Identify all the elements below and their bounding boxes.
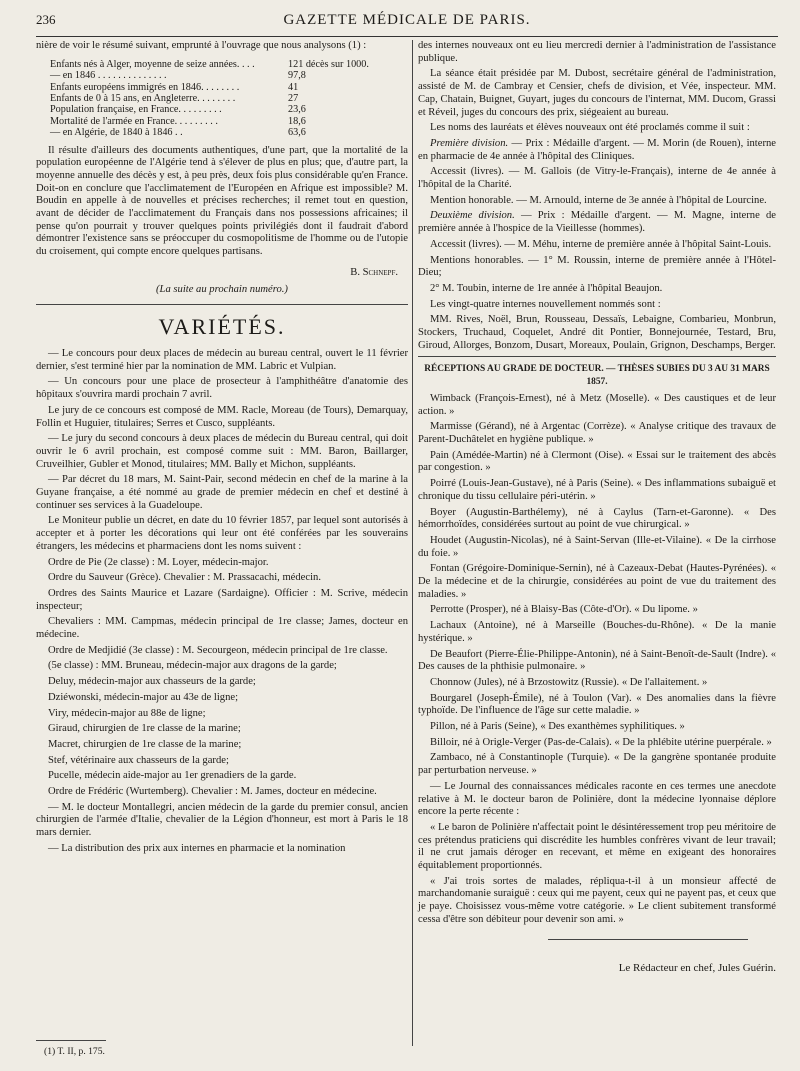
decoration-item: Ordre de Medjidié (3e classe) : M. Secourgeon, médecin principal de 1re classe. [48,644,388,656]
paragraph: des internes nouveaux ont eu lieu mercredi dernier à l'administration de l'assistance publique. [418,40,776,64]
footnote-rule [36,1040,106,1041]
thesis-item: Zambaco, né à Constantinople (Turquie). « De la gangrène spontanée produite par perturbation nerveuse. » [418,752,776,777]
paragraph: « J'ai trois sortes de malades, répliqua-t-il à un monsieur affecté de marchandomanie suraiguë : ceux qui me payent, ceux qui ne payent pas, et ceux que je paye. Choisissez vous-même votre catégorie. » Le client subitement transformé cessa d'être son débiteur pour devenir son ami. » [418,875,776,925]
table-row [50,59,373,70]
thesis-item: De Beaufort (Pierre-Élie-Philippe-Antonin), né à Saint-Benoît-de-Sault (Indre). « Des causes de la phthisie pulmonaire. » [418,648,776,673]
page-number: 236 [36,12,56,27]
decoration-item: Ordre de Frédéric (Wurtemberg). Chevalier : M. James, docteur en médecine. [48,786,377,798]
paragraph: « Le baron de Polinière n'affectait point le désintéressement trop peu méritoire de ces prétendus praticiens qui discrédite les humbles confrères vivant de leur travail; il ne crut jamais déroger en recevant, et même en exigeant des honoraires équitablement proportionnés. [418,821,776,872]
editor-signature: Le Rédacteur en chef, Jules Guérin. [618,961,776,974]
thesis-item: Pillon, né à Paris (Seine), « Des exanthèmes syphilitiques. » [430,721,685,733]
decorations-list [36,557,408,799]
paragraph: — Le Journal des connaissances médicales raconte en ces termes une anecdote relative à M. le docteur baron de Polinière, dont la médecine lyonnaise déplore encore la perte récente : [418,780,776,818]
thesis-item: Marmisse (Gérand), né à Argentac (Corrèze). « Analyse critique des travaux de Parent-Duchâtelet en hygiène publique. » [418,421,776,445]
table-row [50,104,373,115]
column-divider [412,40,413,1046]
paragraph: Les noms des lauréats et élèves nouveaux ont été proclamés comme il suit : [430,122,750,134]
stat-value: 27 [288,92,299,104]
theses-heading: RÉCEPTIONS AU GRADE DE DOCTEUR. — THÈSES SUBIES DU 3 AU 31 MARS 1857. [424,364,770,388]
thesis-item: Billoir, né à Origle-Verger (Pas-de-Calais). « De la phlébite utérine puerpérale. » [430,736,772,748]
header-rule [36,36,778,37]
stat-label: — en 1846 . . . . . . . . . . . . . . [50,70,167,82]
thesis-item: Chonnow (Jules), né à Brzostowitz (Russie). « De l'allaitement. » [430,676,708,688]
decoration-item: Viry, médecin-major au 88e de ligne; [48,707,206,719]
division-label: Première division. [430,137,509,149]
stat-label: Enfants nés à Alger, moyenne de seize années. . . . [50,58,255,70]
paragraph: 2° M. Toubin, interne de 1re année à l'hôpital Beaujon. [430,282,663,294]
table-row [50,93,373,104]
decoration-item: (5e classe) : MM. Bruneau, médecin-major aux dragons de la garde; [48,660,337,672]
decoration-item: Giraud, chirurgien de 1re classe de la marine; [48,723,241,735]
section-divider [36,304,408,305]
left-column [36,40,408,859]
thesis-item: Fontan (Grégoire-Dominique-Sernin), né à Cazeaux-Debat (Hautes-Pyrénées). « De la médecine et de la chirurgie, considérées au point de vue du traitement des maladies. » [418,563,776,600]
stat-label: Enfants de 0 à 15 ans, en Angleterre. . . . . . . . [50,92,236,104]
paragraph: MM. Rives, Noël, Brun, Rousseau, Dessaïs, Lebaigne, Combarieu, Monbrun, Stockers, Truchaud, Coquelet, André dit Pontier, Bonnejournée, Testard, Bru, Giroud, Allorges, Bonzom, Dusart, Moreaux, Poulain, Grignon, Deschamps, Berger. [418,314,776,351]
footnote: (1) T. II, p. 175. [44,1046,105,1057]
paragraph: — Le concours pour deux places de médecin au bureau central, ouvert le 11 février dernier, s'est terminé hier par la nomination de MM. Labric et Vulpian. [36,347,408,372]
paragraph: Accessit (livres). — M. Gallois (de Vitry-le-Français), interne de 4e année à l'hôpital de la Charité. [418,166,776,191]
paragraph [418,138,776,163]
decoration-item: Ordre de Pie (2e classe) : M. Loyer, médecin-major. [48,556,269,568]
thesis-item: Perrotte (Prosper), né à Blaisy-Bas (Côte-d'Or). « Du lipome. » [430,604,698,616]
page-header [36,10,778,34]
thesis-item: Lachaux (Antoine), né à Marseille (Bouches-du-Rhône). « De la manie hystérique. » [418,620,776,644]
intro-paragraph: nière de voir le résumé suivant, emprunté à l'ouvrage que nous analysons (1) : [36,40,367,51]
thesis-item: Bourgarel (Joseph-Émile), né à Toulon (Var). « Des anomalies dans la fièvre typhoïde. De l'influence de l'âge sur cette maladie. » [418,692,776,717]
journal-title: GAZETTE MÉDICALE DE PARIS. [283,12,531,28]
paragraph: Accessit (livres). — M. Méhu, interne de première année à l'hôpital Saint-Louis. [430,238,772,250]
decoration-item: Stef, vétérinaire aux chasseurs de la garde; [48,754,229,766]
decoration-item: Chevaliers : MM. Campmas, médecin principal de 1re classe; James, docteur en médecine. [36,616,408,641]
decoration-item: Ordres des Saints Maurice et Lazare (Sardaigne). Officier : M. Scrive, médecin inspecteur; [36,587,408,612]
paragraph: — M. le docteur Montallegri, ancien médecin de la garde du premier consul, ancien chirurgien de l'armée d'Italie, chevalier de la Légion d'honneur, est mort à Paris le 18 mars dernier. [36,801,408,839]
section-divider [418,356,776,357]
table-row [50,127,373,138]
stat-label: Enfants européens immigrés en 1846. . . . . . . . [50,81,240,93]
decoration-item: Dziéwonski, médecin-major au 43e de ligne; [48,691,239,703]
prize-text: — Prix : Médaille d'argent. — M. Magne, interne de première année à l'hospice de la Vieillesse (hommes). [418,210,776,235]
stat-value: 23,6 [288,104,306,116]
paragraph: — Le jury du second concours à deux places de médecin du Bureau central, qui doit ouvrir le 6 avril prochain, est composé comme suit : MM. Baron, Baillarger, Cruveilhier, Gubler et Monod, titulaires; MM. Bally et Michon, suppléants. [36,433,408,470]
continuation-note: (La suite au prochain numéro.) [156,283,288,295]
division-label: Deuxième division. [430,210,515,222]
stat-value: 121 décès sur 1000. [288,58,369,70]
paragraph: Mention honorable. — M. Arnould, interne de 3e année à l'hôpital de Lourcine. [430,194,767,206]
stat-label: Population française, en France. . . . . . . . . [50,104,222,116]
thesis-item: Wimback (François-Ernest), né à Metz (Moselle). « Des caustiques et de leur action. » [418,392,776,417]
paragraph: Mentions honorables. — 1° M. Roussin, interne de première année à l'Hôtel-Dieu; [418,254,776,279]
paragraph [418,210,776,235]
thesis-item: Houdet (Augustin-Nicolas), né à Saint-Servan (Ille-et-Vilaine). « De la cirrhose du foie. » [418,534,776,559]
thesis-item: Poirré (Louis-Jean-Gustave), né à Paris (Seine). « Des inflammations subaiguë et chronique du tissu cellulaire péri-utérin. » [418,478,776,502]
table-row [50,116,373,127]
stat-value: 97,8 [288,70,306,82]
decoration-item: Pucelle, médecin aide-major au 1er grenadiers de la garde. [48,770,297,782]
stat-label: — en Algérie, de 1840 à 1846 . . [50,127,183,139]
theses-list [418,393,776,778]
stat-value: 41 [288,81,299,93]
decoration-item: Ordre du Sauveur (Grèce). Chevalier : M. Prassacachi, médecin. [48,572,321,584]
paragraph: Il résulte d'ailleurs des documents authentiques, d'une part, que la mortalité de la population européenne de l'Algérie tend à s'élever de plus en plus; que, d'autre part, la moyenne annuelle des décès y est, à peu près, deux fois plus considérable qu'en France. Doit-on en conclure que l'acclimatement de l'Européen en Afrique est impossible? M. Boudin en appelle à de nouvelles et précises recherches; il remet tout en question, avant de décider de l'acclimatement du Français dans nos possessions africaines; il pense qu'on pourrait y trouver quelques points privilégiés dont il faudrait d'abord démontrer l'existence sans se préoccuper du cosmopolitisme de l'homme ou de l'utopie du croisement, qui compte encore quelques partisans. [36,144,408,258]
stat-value: 18,6 [288,115,306,127]
decoration-item: Deluy, médecin-major aux chasseurs de la garde; [48,676,256,688]
table-row [50,82,373,93]
paragraph: — La distribution des prix aux internes en pharmacie et la nomination [48,842,346,854]
stat-value: 63,6 [288,127,306,139]
prize-text: — Prix : Médaille d'argent. — M. Morin (de Rouen), interne en pharmacie de 4e année à l'hôpital des Cliniques. [418,137,776,162]
mortality-table [50,59,373,139]
closing-rule [548,939,748,940]
table-row [50,70,373,81]
right-column [418,40,776,974]
paragraph: Les vingt-quatre internes nouvellement nommés sont : [430,298,661,310]
paragraph: — Un concours pour une place de prosecteur à l'amphithéâtre d'anatomie des hôpitaux s'ouvrira mardi prochain 7 avril. [36,376,408,401]
paragraph: Le jury de ce concours est composé de MM. Racle, Moreau (de Tours), Demarquay, Follin et Huguier, titulaires; Serres et Cusco, suppléants. [36,404,408,429]
stat-label: Mortalité de l'armée en France. . . . . . . . . [50,115,218,127]
thesis-item: Boyer (Augustin-Barthélemy), né à Caylus (Tarn-et-Garonne). « Des hémorrhoïdes, considérées surtout au point de vue chirurgical. » [418,506,776,531]
section-title: VARIÉTÉS. [158,314,286,340]
thesis-item: Pain (Amédée-Martin) né à Clermont (Oise). « Essai sur le traitement des abcès par congestion. » [418,449,776,474]
decoration-item: Macret, chirurgien de 1re classe de la marine; [48,738,242,750]
paragraph: La séance était présidée par M. Dubost, secrétaire général de l'administration, assisté de M. de Cambray et Censier, chefs de division, et Vée, inspecteur. MM. Cap, Chatain, Buignet, Guyart, juges du concours de l'internat, MM. Ducom, Grassi et Réveil, juges du concours des prix, siégeaient au bureau. [418,68,776,118]
paragraph: — Par décret du 18 mars, M. Saint-Pair, second médecin en chef de la marine à la Guyane française, a été nommé au grade de premier médecin en chef et destiné à continuer ses services à la Guadeloupe. [36,474,408,511]
paragraph: Le Moniteur publie un décret, en date du 10 février 1857, par lequel sont autorisés à accepter et à porter les décorations qui leur ont été conférées par les souverains étrangers, les médecins et pharmaciens dont les noms suivent : [36,515,408,552]
author-signature: B. Schnepf. [350,266,398,278]
